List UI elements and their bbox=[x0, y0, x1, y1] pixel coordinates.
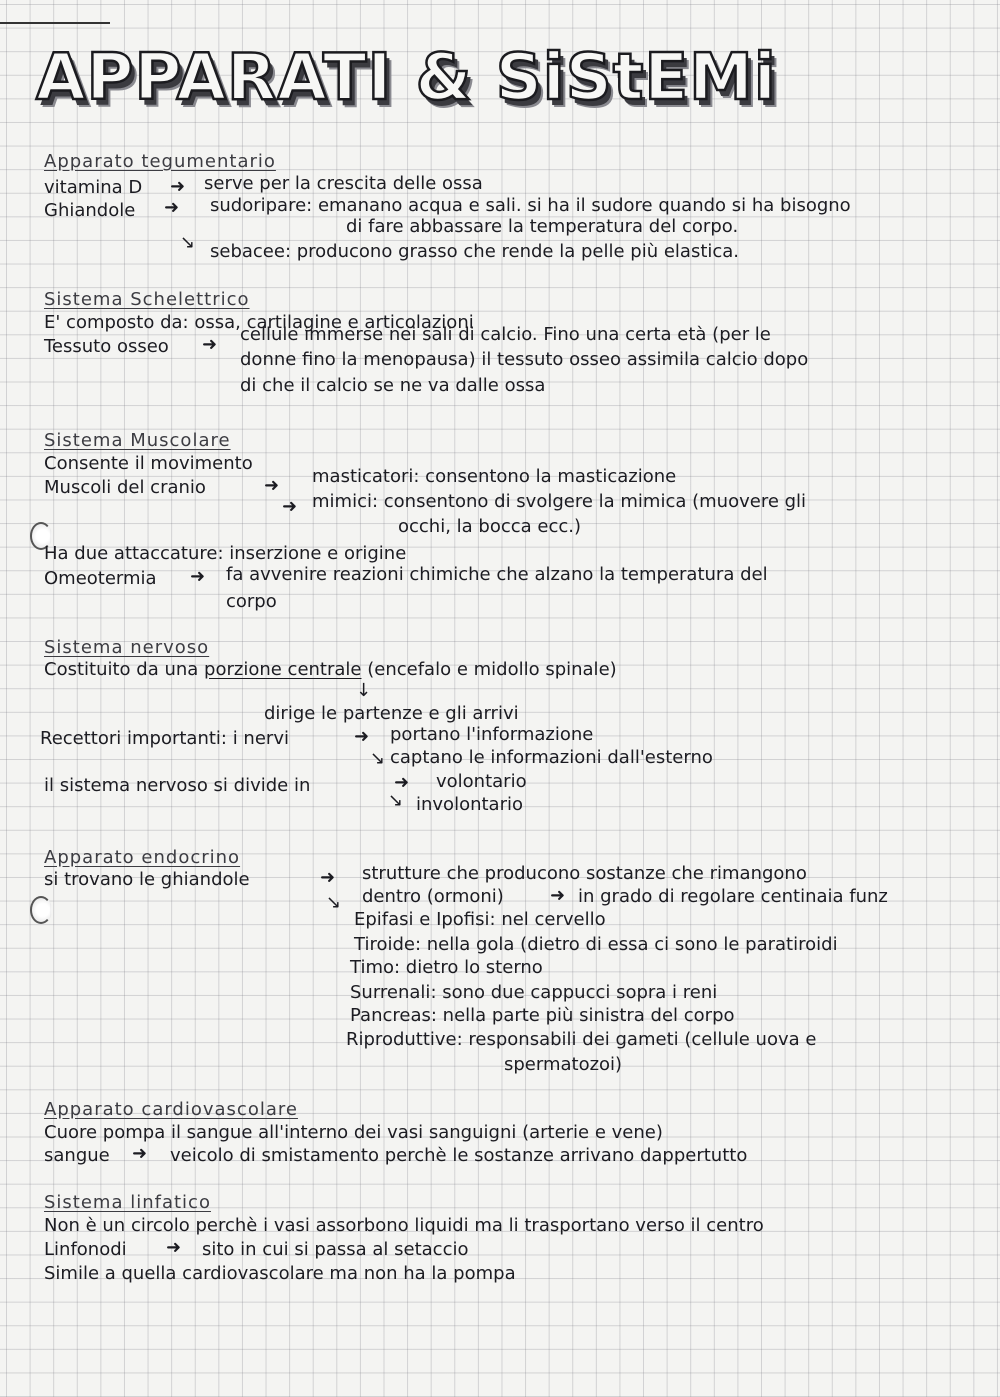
arrow-right-icon: ➜ bbox=[166, 1237, 182, 1258]
note-text-prefix: Costituito da una bbox=[44, 659, 199, 680]
note-text: Simile a quella cardiovascolare ma non ha la pompa bbox=[44, 1263, 516, 1284]
note-text: in grado di regolare centinaia funz bbox=[578, 886, 888, 907]
arrow-right-icon: ➜ bbox=[190, 566, 206, 587]
section-heading-cardiovascolare: Apparato cardiovascolare bbox=[44, 1099, 298, 1120]
note-text: corpo bbox=[226, 591, 277, 612]
note-text: sito in cui si passa al setaccio bbox=[202, 1239, 469, 1260]
note-text: captano le informazioni dall'esterno bbox=[390, 747, 713, 768]
arrow-right-icon: ➜ bbox=[202, 334, 218, 355]
binder-hole bbox=[30, 896, 52, 924]
note-text: veicolo di smistamento perchè le sostanze arrivano dappertutto bbox=[170, 1145, 748, 1166]
note-text: di che il calcio se ne va dalle ossa bbox=[240, 375, 546, 396]
arrow-right-icon: ➜ bbox=[550, 885, 566, 906]
section-heading-nervoso: Sistema nervoso bbox=[44, 637, 210, 658]
note-key: Omeotermia bbox=[44, 568, 157, 589]
note-key: Tessuto osseo bbox=[44, 336, 169, 357]
note-key: vitamina D bbox=[44, 177, 143, 198]
arrow-diagonal-icon: ↘ bbox=[388, 790, 404, 811]
arrow-right-icon: ➜ bbox=[264, 475, 280, 496]
note-text-suffix: (encefalo e midollo spinale) bbox=[367, 659, 617, 680]
note-key: Ghiandole bbox=[44, 200, 136, 221]
arrow-right-icon: ➜ bbox=[394, 772, 410, 793]
note-text: occhi, la bocca ecc.) bbox=[398, 516, 582, 537]
arrow-diagonal-icon: ↘ bbox=[326, 892, 342, 913]
note-text: Ha due attaccature: inserzione e origine bbox=[44, 543, 407, 564]
arrow-right-icon: ➜ bbox=[320, 867, 336, 888]
arrow-right-icon: ➜ bbox=[282, 496, 298, 517]
arrow-diagonal-icon: ↘ bbox=[370, 748, 386, 769]
section-heading-muscolare: Sistema Muscolare bbox=[44, 430, 231, 451]
arrow-diagonal-icon: ↘ bbox=[180, 232, 196, 253]
note-text: Pancreas: nella parte più sinistra del corpo bbox=[350, 1005, 735, 1026]
note-key: Linfonodi bbox=[44, 1239, 127, 1260]
underlined-term: porzione centrale bbox=[204, 659, 362, 680]
note-key: si trovano le ghiandole bbox=[44, 869, 250, 890]
section-heading-scheletrico: Sistema Schelettrico bbox=[44, 289, 250, 310]
arrow-right-icon: ➜ bbox=[132, 1143, 148, 1164]
arrow-right-icon: ➜ bbox=[164, 197, 180, 218]
section-heading-tegumentario: Apparato tegumentario bbox=[44, 151, 276, 172]
arrow-down-icon: ↓ bbox=[356, 680, 372, 701]
page-title: APPARATI & SiStEMi bbox=[36, 41, 777, 115]
note-key: Muscoli del cranio bbox=[44, 477, 206, 498]
note-text bbox=[44, 660, 617, 680]
note-text: Epifasi e Ipofisi: nel cervello bbox=[354, 909, 606, 930]
note-text: spermatozoi) bbox=[504, 1054, 623, 1075]
section-heading-linfatico: Sistema linfatico bbox=[44, 1192, 211, 1213]
note-text: donne fino la menopausa) il tessuto osseo assimila calcio dopo bbox=[240, 349, 809, 370]
note-text: di fare abbassare la temperatura del corpo. bbox=[346, 216, 739, 237]
note-text: serve per la crescita delle ossa bbox=[204, 173, 483, 194]
note-text: Surrenali: sono due cappucci sopra i reni bbox=[350, 982, 718, 1003]
note-text: sudoripare: emanano acqua e sali. si ha il sudore quando si ha bisogno bbox=[210, 195, 851, 216]
note-text: cellule immerse nei sali di calcio. Fino una certa età (per le bbox=[240, 324, 771, 345]
note-text: Consente il movimento bbox=[44, 453, 253, 474]
note-text: Timo: dietro lo sterno bbox=[350, 957, 543, 978]
arrow-right-icon: ➜ bbox=[354, 726, 370, 747]
note-text: involontario bbox=[416, 794, 523, 815]
note-text: sebacee: producono grasso che rende la pelle più elastica. bbox=[210, 241, 740, 262]
note-text: portano l'informazione bbox=[390, 724, 594, 745]
note-key: il sistema nervoso si divide in bbox=[44, 775, 311, 796]
note-text: mimici: consentono di svolgere la mimica (muovere gli bbox=[312, 491, 807, 512]
note-text: Non è un circolo perchè i vasi assorbono liquidi ma li trasportano verso il centro bbox=[44, 1215, 764, 1236]
note-text: Cuore pompa il sangue all'interno dei vasi sanguigni (arterie e vene) bbox=[44, 1122, 663, 1143]
section-heading-endocrino: Apparato endocrino bbox=[44, 847, 241, 868]
note-text: dentro (ormoni) bbox=[362, 886, 504, 907]
note-key: Recettori importanti: i nervi bbox=[40, 728, 289, 749]
note-text: strutture che producono sostanze che rimangono bbox=[362, 863, 807, 884]
note-text: E' composto da: ossa, cartilagine e articolazioni bbox=[44, 312, 474, 333]
note-text: masticatori: consentono la masticazione bbox=[312, 466, 677, 487]
note-text: dirige le partenze e gli arrivi bbox=[264, 703, 519, 724]
note-text: volontario bbox=[436, 771, 527, 792]
note-text: Tiroide: nella gola (dietro di essa ci sono le paratiroidi bbox=[354, 934, 838, 955]
note-text: fa avvenire reazioni chimiche che alzano la temperatura del bbox=[226, 564, 768, 585]
arrow-right-icon: ➜ bbox=[170, 176, 186, 197]
page-top-line bbox=[0, 22, 110, 24]
note-text: Riproduttive: responsabili dei gameti (cellule uova e bbox=[346, 1029, 817, 1050]
note-key: sangue bbox=[44, 1145, 110, 1166]
